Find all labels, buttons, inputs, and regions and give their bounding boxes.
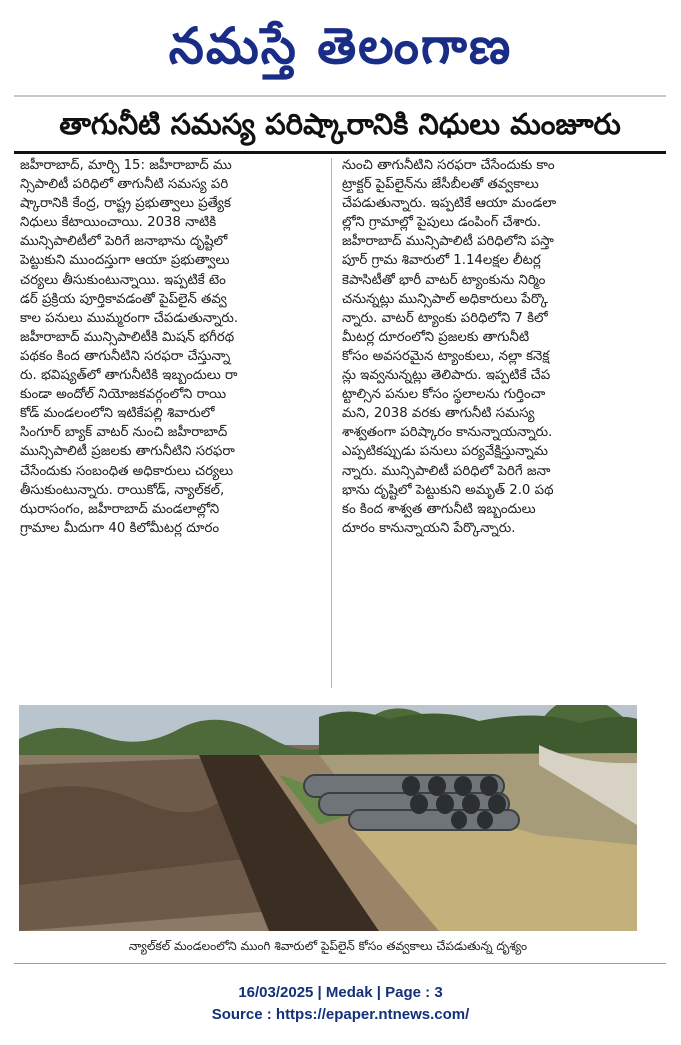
top-divider bbox=[14, 95, 666, 97]
text-line: జహీరాబాద్, మార్చి 15: జహీరాబాద్ ము bbox=[20, 158, 232, 173]
text-line: మున్సిపాలిటీలో పెరిగే జనాభాను దృష్టిలో bbox=[20, 234, 228, 250]
text-line: జహీరాబాద్ మున్సిపాలిటీ పరిధిలోని పస్తా bbox=[342, 234, 554, 250]
text-line: నిధులు కేటాయించాయి. 2038 నాటికి bbox=[20, 215, 217, 231]
photo-illustration bbox=[19, 705, 637, 931]
text-line: దూరం కానున్నాయని పేర్కొన్నారు. bbox=[342, 520, 516, 536]
edition-info: 16/03/2025 | Medak | Page : 3 bbox=[238, 984, 443, 1001]
source-link[interactable]: Source : https://epaper.ntnews.com/ bbox=[211, 1006, 470, 1023]
text-line: పూర్ గ్రామ శివారులో 1.14లక్షల లీటర్ల bbox=[342, 253, 541, 269]
pipeline-trench-photo bbox=[19, 705, 637, 931]
headline-divider bbox=[14, 151, 666, 154]
text-line: న్నారు. మున్సిపాలిటీ పరిధిలో పెరిగే జనా bbox=[342, 463, 551, 479]
text-line: భాను దృష్టిలో పెట్టుకుని అమృత్ 2.0 పథ bbox=[342, 482, 554, 498]
text-line: చేపడుతున్నారు. ఇప్పటికే ఆయా మండలా bbox=[342, 196, 557, 212]
article-column-left bbox=[20, 156, 322, 692]
text-line: తీసుకుంటున్నారు. రాయికోడ్, న్యాల్‌కల్, bbox=[20, 482, 225, 498]
text-line: కుండా అందోల్ నియోజకవర్గంలోని రాయి bbox=[20, 387, 227, 403]
text-line: ల్లోని గ్రామాల్లో పైపులు డంపింగ్ చేశారు. bbox=[342, 215, 542, 231]
text-line: ఝరాసంగం, జహీరాబాద్ మండలాల్లోని bbox=[20, 501, 220, 517]
text-line: కెపాసిటీతో భారీ వాటర్ ట్యాంకును నిర్మిం bbox=[342, 272, 546, 288]
text-line: న్నారు. వాటర్ ట్యాంకు పరిధిలోని 7 కిలో bbox=[342, 310, 548, 326]
text-line: చర్యలు తీసుకుంటున్నాయి. ఇప్పటికే టెం bbox=[20, 272, 226, 288]
column-divider bbox=[331, 158, 332, 688]
article-column-right bbox=[342, 156, 644, 692]
text-line: శాశ్వతంగా పరిష్కారం కానున్నాయన్నారు. bbox=[342, 425, 553, 441]
text-line: కాల పనులు ముమ్మరంగా చేపడుతున్నారు. bbox=[20, 310, 239, 326]
text-line: సింగూర్ బ్యాక్ వాటర్ నుంచి జహీరాబాద్ bbox=[20, 425, 228, 441]
text-line: రు. భవిష్యత్‌లో తాగునీటికి ఇబ్బందులు రా bbox=[20, 368, 238, 384]
text-line: జహీరాబాద్ మున్సిపాలిటీకి మిషన్ భగీరథ bbox=[20, 329, 235, 345]
text-line: ట్రాక్టర్ పైప్‌లైన్‌ను జేసీబీలతో తవ్వకాలు bbox=[342, 177, 539, 193]
article-headline: తాగునీటి సమస్య పరిష్కారానికి నిధులు మంజూరు bbox=[59, 107, 621, 141]
text-line: కోసం అవసరమైన ట్యాంకులు, నల్లా కనెక్ష bbox=[342, 348, 550, 364]
newspaper-masthead: నమస్తే తెలంగాణ bbox=[168, 17, 513, 75]
text-line: ఎప్పటికప్పుడు పనులు పర్యవేక్షిస్తున్నామ bbox=[342, 444, 548, 460]
text-line: పెట్టుకుని ముందస్తుగా ఆయా ప్రభుత్వాలు bbox=[20, 253, 230, 269]
photo-caption: న్యాల్‌కల్ మండలంలోని ముంగి శివారులో పైప్‌లైన్ కోసం తవ్వకాలు చేపడుతున్న దృశ్యం bbox=[128, 939, 528, 953]
text-line: చనున్నట్లు మున్సిపాల్ అధికారులు పేర్కొ bbox=[342, 291, 548, 307]
text-line: నుంచి తాగునీటిని సరఫరా చేసేందుకు కాం bbox=[342, 158, 555, 173]
text-line: మీటర్ల దూరంలోని ప్రజలకు తాగునీటి bbox=[342, 329, 530, 345]
text-line: న్లు ఇవ్వనున్నట్లు తెలిపారు. ఇప్పటికే చేప bbox=[342, 368, 551, 384]
text-line: న్సిపాలిటీ పరిధిలో తాగునీటి సమస్య పరి bbox=[20, 177, 229, 193]
text-line: మున్సిపాలిటీ ప్రజలకు తాగునీటిని సరఫరా bbox=[20, 444, 235, 460]
text-line: గ్రామాల మీదుగా 40 కిలోమీటర్ల దూరం bbox=[20, 520, 220, 536]
text-line: డర్ ప్రక్రియ పూర్తికావడంతో పైప్‌లైన్ తవ్వ bbox=[20, 291, 227, 307]
bottom-divider bbox=[14, 963, 666, 964]
text-line: పథకం కింద తాగునీటిని సరఫరా చేస్తున్నా bbox=[20, 348, 231, 364]
text-line: ష్కారానికి కేంద్ర, రాష్ట్ర ప్రభుత్వాలు ప్రత్యేక bbox=[20, 196, 231, 212]
text-line: మని, 2038 వరకు తాగునీటి సమస్య bbox=[342, 406, 535, 422]
text-line: కం కింద శాశ్వత తాగునీటి ఇబ్బందులు bbox=[342, 501, 536, 517]
text-line: ట్టాల్సిన పనుల కోసం స్థలాలను గుర్తించా bbox=[342, 387, 546, 403]
text-line: కోడ్ మండలంలోని ఇటికేపల్లి శివారులో bbox=[20, 406, 215, 422]
text-line: చేసేందుకు సంబంధిత అధికారులు చర్యలు bbox=[20, 463, 234, 479]
